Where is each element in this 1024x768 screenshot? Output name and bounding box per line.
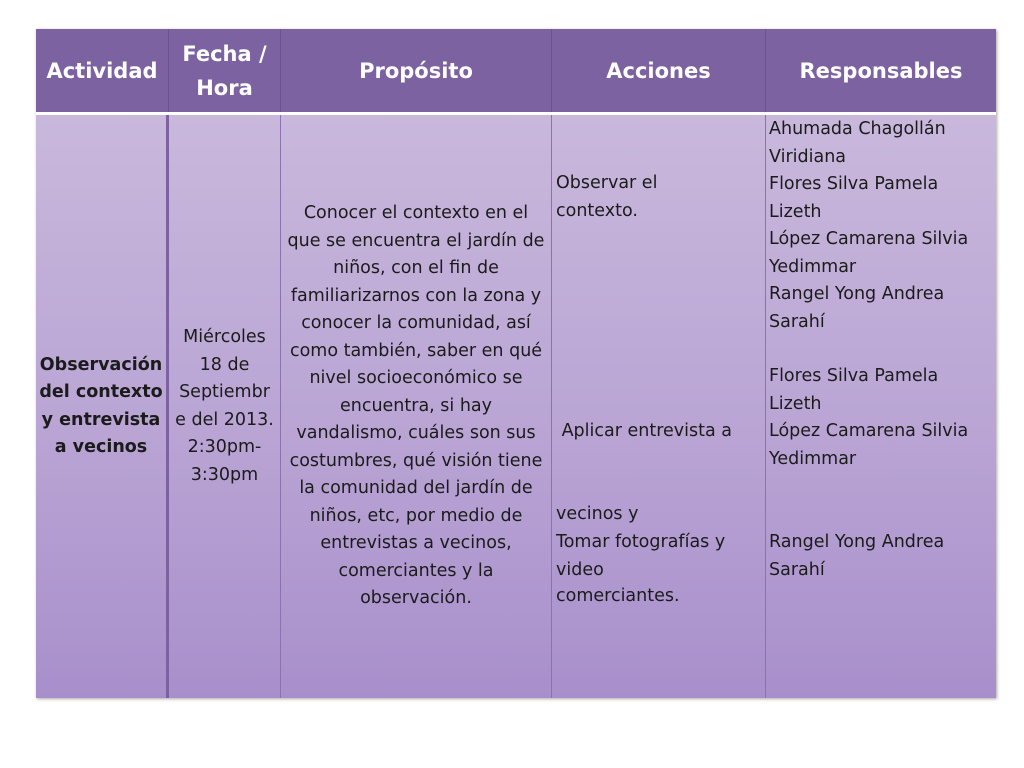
accion-item [556,363,761,666]
responsable-line: Lizeth [769,393,822,414]
accion-line: Tomar fotografías y [556,532,726,552]
accion-item [556,170,761,225]
responsable-line: Rangel Yong Andrea [769,532,945,552]
fecha-line: 18 de [199,354,250,375]
cell-responsables [766,115,996,698]
responsable-line: López Camarena Silvia [769,421,969,441]
responsable-line: Yedimmar [769,256,857,277]
responsables-group [769,529,994,584]
cell-proposito [281,115,552,698]
cell-acciones [552,115,766,698]
fecha-text [175,324,274,489]
fecha-line: e del 2013. [175,409,274,430]
header-fecha-hora [169,29,281,112]
header-actividad: Actividad [36,29,169,112]
fecha-line: Septiembr [179,382,270,402]
accion-line: Aplicar entrevista a [556,421,732,441]
fecha-line: Miércoles [183,327,266,347]
accion-line: Observar el [556,173,658,193]
header-responsables: Responsables [799,58,963,83]
activity-table [36,29,996,698]
table-row [36,115,996,698]
table-header-row [36,29,996,115]
responsables-group [769,116,994,336]
responsable-line: Ahumada Chagollán [769,119,946,139]
accion-item [556,529,761,584]
accion-line: vecinos y [556,503,639,524]
header-proposito: Propósito [281,29,552,112]
responsable-line: López Camarena Silvia [769,229,969,249]
fecha-line: 2:30pm- [187,437,262,457]
responsable-line: Flores Silva Pamela [769,366,939,386]
responsable-line: Viridiana [769,146,847,167]
proposito-text: Conocer el contexto en el que se encuentra el jardín de niños, con el fin de familiarizarnos con la zona y conocer la comunidad, así como también, saber en qué nivel socioeconómico se encuentra, si hay vandalismo, cuáles son sus costumbres, qué visión tiene la comunidad del jardín de niños, etc, por medio de entrevistas a vecinos, comerciantes y la observación. [287,203,545,609]
header-fecha-hora-text: Fecha / Hora [182,41,267,100]
responsable-line: Yedimmar [769,448,857,469]
responsable-line: Sarahí [769,311,825,332]
header-acciones: Acciones [552,29,766,112]
responsable-line: Lizeth [769,201,822,222]
accion-line: contexto. [556,200,638,221]
responsables-group [769,363,994,473]
responsable-line: Flores Silva Pamela [769,174,939,194]
responsable-line: Rangel Yong Andrea [769,284,945,304]
accion-line: comerciantes. [556,586,680,606]
fecha-line: 3:30pm [190,464,259,485]
accion-line: video [556,559,604,580]
responsable-line: Sarahí [769,559,825,580]
cell-actividad: Observación del contexto y entrevista a vecinos [36,115,169,698]
cell-fecha-hora [169,115,281,698]
